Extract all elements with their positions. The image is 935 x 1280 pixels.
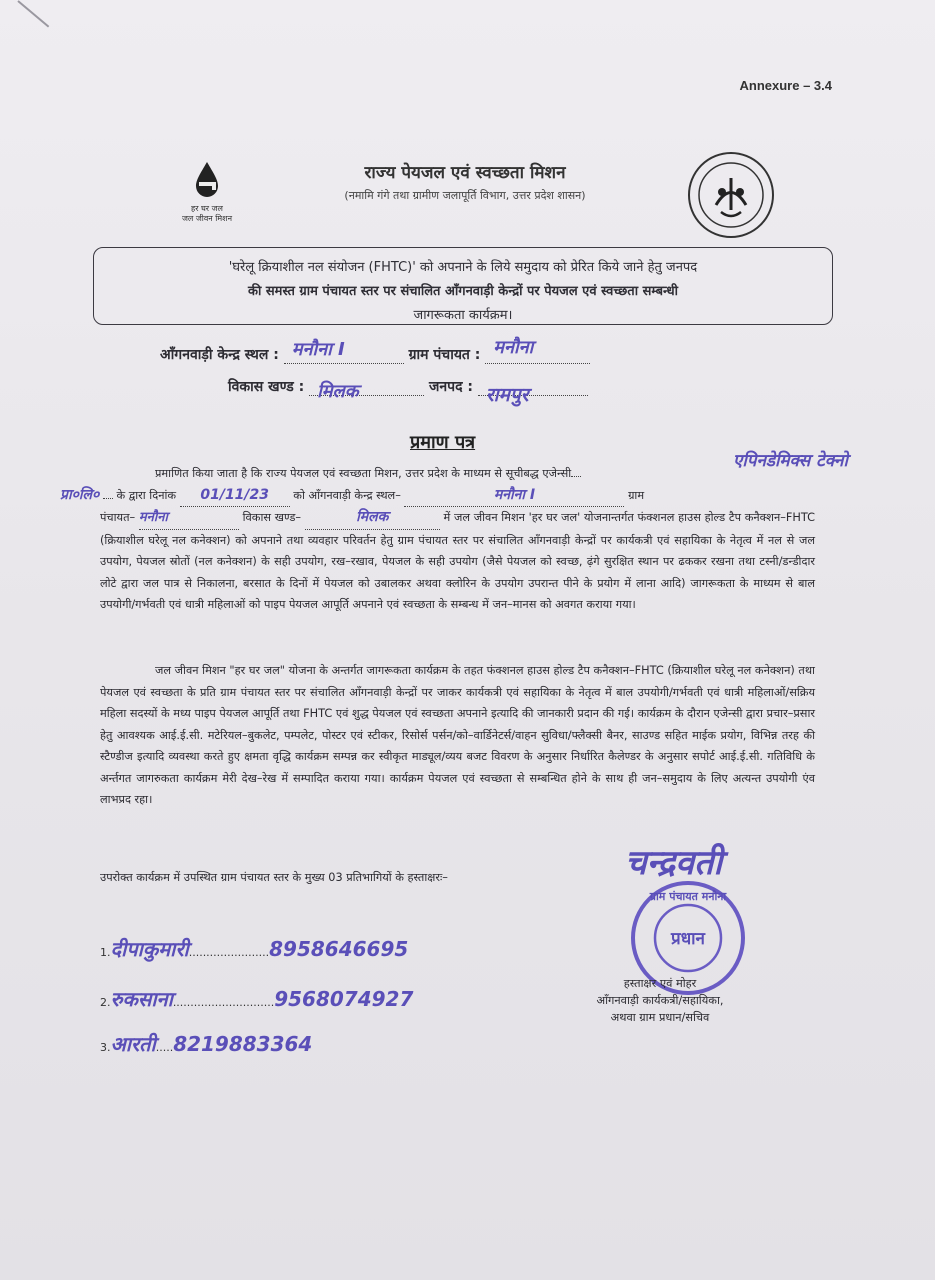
p1-date-prefix: के द्वारा दिनांक <box>116 488 177 502</box>
p1-panchayat-prefix: पंचायत– <box>100 511 136 524</box>
logo-caption-1: हर घर जल <box>191 204 223 213</box>
participant-name: रुकसाना <box>110 987 173 1011</box>
certificate-heading: प्रमाण पत्र <box>410 432 476 453</box>
participant-num: 3. <box>100 1041 111 1054</box>
gram-panchayat-field <box>485 337 590 364</box>
signatory-line-3: अथवा ग्राम प्रधान/सचिव <box>610 1011 710 1024</box>
participant-name: आरती <box>110 1032 156 1056</box>
participant-phone: 8219883364 <box>173 1032 313 1056</box>
up-government-emblem-icon <box>686 150 776 240</box>
program-date: 01/11/23 <box>200 486 270 503</box>
page-crease <box>17 0 49 27</box>
water-drop-tap-icon <box>190 160 224 200</box>
har-ghar-jal-logo <box>172 160 242 224</box>
vikas-khand-row <box>228 377 588 406</box>
mission-title: राज्य पेयजल एवं स्वच्छता मिशन <box>364 163 566 183</box>
agency-suffix: प्रा०लि० <box>60 486 100 503</box>
participants-intro: उपरोक्त कार्यक्रम में उपस्थित ग्राम पंचायत स्तर के मुख्य 03 प्रतिभागियों के हस्ताक्षरः– <box>100 871 448 884</box>
participant-row-3: 3.आरती.....8219883364 <box>100 1032 313 1056</box>
anganwadi-value: मनौना I <box>291 339 345 360</box>
participant-row-1: 1.दीपाकुमारी.......................8958646695 <box>100 937 409 961</box>
signatory-block <box>560 975 760 1026</box>
agency-name-handwritten: एपिनडेमिक्स टेक्नो <box>733 451 848 471</box>
anganwadi-label: आँगनवाड़ी केन्द्र स्थल : <box>160 347 279 363</box>
certificate-paragraph-1 <box>60 463 815 616</box>
janpad-label: जनपद : <box>428 379 473 395</box>
program-title-box <box>93 247 833 325</box>
participant-name: दीपाकुमारी <box>110 937 189 961</box>
logo-caption-2: जल जीवन मिशन <box>181 214 233 223</box>
stamp-center-text: प्रधान <box>671 929 705 949</box>
p1-gram: ग्राम <box>628 488 645 502</box>
participant-num: 2. <box>100 996 111 1009</box>
program-line-3: जागरूकता कार्यक्रम। <box>413 308 513 323</box>
p1-body: में जल जीवन मिशन 'हर घर जल' योजनान्तर्गत फंक्शनल हाउस होल्ड टैप कनैक्शन–FHTC (क्रियाशील घरेलू नल कनेक्शन) को अपनाने तथा व्यवहार परिवर्तन हेतु ग्राम पंचायत स्तर पर संचालित आँगनवाड़ी केन्द्रों पर कार्यकत्री एवं सहायिका के नेतृत्व में नल से जल उपयोग, पेयजल स्रोतों (नल कनेक्शन) के सही उपयोग, रख–रखाव, पेयजल के सही उपयोग (जैसे पेयजल को स्वच्छ, ढ़ंगे सुरक्षित स्थान पर ढककर रखना तथा टस्नी/डन्डीदार लोटे द्वारा जल पात्र से निकालना, बरसात के दिनों में पेयजल को उबालकर अथवा क्लोरिन के उपयोग उपरान्त पीने के प्रयोग में लाना आदि) जागरूकता के माध्यम से बाल उपयोगी/गर्भवती एवं धात्री महिलाओं को पाइप पेयजल आपूर्ति अपनाने एवं स्वच्छता के सम्बन्ध में जन–मानस को अवगत कराया गया। <box>100 511 815 611</box>
signatory-line-2: आँगनवाड़ी कार्यकत्री/सहायिका, <box>596 994 724 1007</box>
khand-value: मिलक <box>356 509 389 525</box>
participant-row-2: 2.रुकसाना.............................9568074927 <box>100 987 414 1011</box>
vikas-khand-label: विकास खण्ड : <box>228 379 305 395</box>
participant-phone: 8958646695 <box>269 937 409 961</box>
janpad-field <box>478 377 588 406</box>
gram-panchayat-label: ग्राम पंचायत : <box>408 347 481 363</box>
gram-panchayat-value: मनौना <box>493 337 534 358</box>
participant-phone: 9568074927 <box>274 987 414 1011</box>
p1-sthal-prefix: को आँगनवाड़ी केन्द्र स्थल– <box>293 488 401 502</box>
sthal-value: मनौना I <box>493 486 536 503</box>
annexure-label: Annexure – 3.4 <box>739 78 832 93</box>
p1-khand-prefix: विकास खण्ड– <box>242 511 302 524</box>
p1-intro: प्रमाणित किया जाता है कि राज्य पेयजल एवं स्वच्छता मिशन, उत्तर प्रदेश के माध्यम से सूचीबद्ध एजेन्सी <box>155 467 572 480</box>
p2-body: जल जीवन मिशन "हर घर जल" योजना के अन्तर्गत जागरूकता कार्यक्रम के तहत फंक्शनल हाउस होल्ड टैप कनैक्शन–FHTC (क्रियाशील घरेलू नल कनेक्शन) तथा पेयजल एवं स्वच्छता के प्रति ग्राम पंचायत स्तर पर संचालित आँगनवाड़ी केन्द्रों पर जाकर कार्यकत्री एवं सहायिका के नेतृत्व में बाल उपयोगी/गर्भवती एवं धात्री महिलाओं/सक्रिय महिला सदस्यों के मध्य पाइप पेयजल आपूर्ति तथा FHTC एवं शुद्ध पेयजल एवं स्वच्छता अपनाने इत्यादि की जानकारी प्रदान की गई। कार्यक्रम के दौरान एजेन्सी द्वारा प्रचार–प्रसार हेतु आवश्यक आई.ई.सी. मटेरियल–बुकलेट, पम्पलेट, पोस्टर एवं स्टीकर, रिसोर्स पर्सन/को–वार्डिनेटर्स/वाहन सुविधा/फ्लैक्सी बैनर, साउण्ड सहित माईक प्रयोग, विभिन्न तरह की स्टैण्डीज इत्यादि व्यवस्था करते हुए क्षमता वृद्धि कार्यक्रम सम्पन्न कर स्वीकृत माड्यूल/व्यय बजट विवरण के अनुसार निर्धारित कैलेण्डर के अनुसार सपोर्ट आई.ई.सी. गतिविधि के अर्न्तगत जागरुकता कार्यक्रम मेरी देख–रेख में सम्पादित कराया गया। कार्यक्रम पेयजल एवं स्वच्छता से सम्बन्धित होने के साथ ही जन–समुदाय के लिए अत्यन्त उपयोगी एंव लाभप्रद रहा। <box>100 664 815 806</box>
signatory-line-1: हस्ताक्षर एवं मोहर <box>623 977 697 990</box>
pradhan-signature: चन्द्रवती <box>625 843 723 883</box>
vikas-khand-value: मिलक <box>317 381 359 402</box>
janpad-value: रामपुर <box>485 384 529 406</box>
vikas-khand-field <box>309 377 424 402</box>
panchayat-value: मनौना <box>138 510 168 525</box>
participant-num: 1. <box>100 946 111 959</box>
program-line-1: 'घरेलू क्रियाशील नल संयोजन (FHTC)' को अपनाने के लिये समुदाय को प्रेरित किये जाने हेतु जनपद <box>228 260 698 275</box>
program-line-2: की समस्त ग्राम पंचायत स्तर पर संचालित आँगनवाड़ी केन्द्रों पर पेयजल एवं स्वच्छता सम्बन्धी <box>248 284 678 299</box>
anganwadi-field <box>284 339 404 364</box>
stamp-ring-text: ग्राम पंचायत मनौना <box>649 890 727 903</box>
certificate-paragraph-2 <box>100 660 815 811</box>
mission-subtitle: (नमामि गंगे तथा ग्रामीण जलापूर्ति विभाग, उत्तर प्रदेश शासन) <box>344 189 586 202</box>
anganwadi-row <box>160 337 590 364</box>
